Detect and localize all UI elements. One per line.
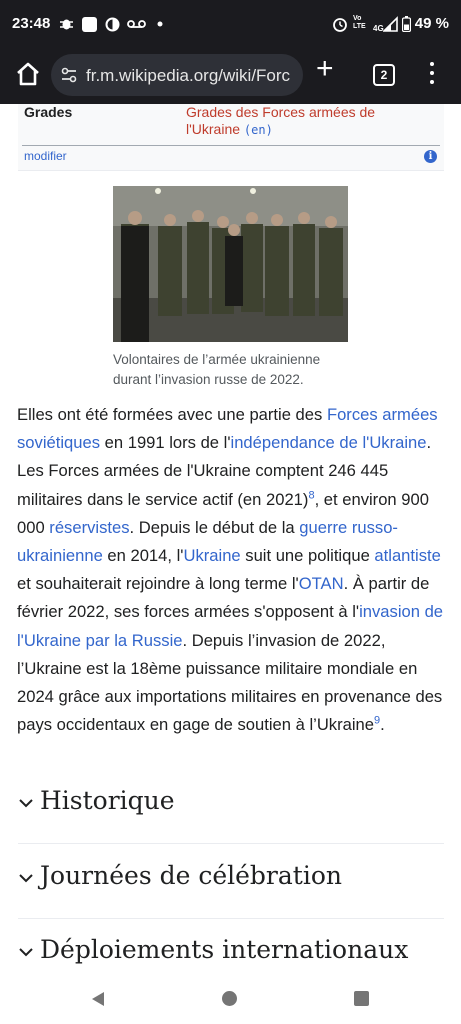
link-reservistes[interactable]: réservistes bbox=[49, 517, 130, 537]
para-text: Elles ont été formées avec une partie des bbox=[17, 405, 327, 424]
voicemail-icon bbox=[127, 19, 146, 29]
more-menu-icon[interactable] bbox=[428, 62, 436, 88]
status-time: 23:48 bbox=[12, 15, 51, 32]
link-invasion-ukraine[interactable]: invasion de l'Ukraine par la Russie bbox=[17, 602, 444, 650]
infobox-label: Grades bbox=[24, 104, 73, 120]
chevron-down-icon bbox=[18, 872, 34, 884]
infobox bbox=[18, 104, 444, 171]
article-photo[interactable] bbox=[113, 186, 348, 342]
section-deploiements-internationaux[interactable] bbox=[0, 919, 461, 984]
new-tab-icon[interactable]: + bbox=[316, 52, 334, 85]
para-text: . bbox=[380, 715, 385, 735]
para-text: . Depuis l’invasion de 2022, l’Ukraine est la 18ème puissance militaire mondiale en 2024 grâce aux importations militaires en provenance des pays occidentaux en gage de soutien à l’Ukraine bbox=[17, 630, 443, 735]
battery-percent: 49 % bbox=[414, 15, 449, 32]
address-bar[interactable] bbox=[51, 54, 303, 96]
para-text: suit une politique bbox=[240, 546, 375, 566]
4g-signal-icon bbox=[383, 16, 398, 32]
site-settings-icon[interactable] bbox=[59, 65, 79, 85]
battery-icon bbox=[402, 16, 411, 32]
info-icon[interactable]: i bbox=[424, 150, 437, 163]
section-historique[interactable] bbox=[0, 770, 461, 844]
home-icon[interactable] bbox=[12, 58, 44, 90]
url-text[interactable]: fr.m.wikipedia.org/wiki/Forc bbox=[86, 66, 291, 85]
half-moon-icon bbox=[105, 17, 120, 32]
para-text: . Les Forces armées de l'Ukraine comptent 246 445 militaires dans le service actif (en 2021) bbox=[17, 433, 432, 509]
tab-switcher-button[interactable]: 2 bbox=[373, 64, 395, 86]
back-icon[interactable] bbox=[89, 990, 107, 1008]
network-label: 4G bbox=[373, 24, 384, 33]
para-text: . À partir de février 2022, ses forces armées s'opposent à l' bbox=[17, 574, 430, 622]
photo-caption: Volontaires de l’armée ukrainienne durant l’invasion russe de 2022. bbox=[113, 352, 321, 387]
volte-icon: Vo LTE bbox=[353, 15, 366, 30]
para-text: , et environ 900 000 bbox=[17, 489, 429, 537]
chevron-down-icon bbox=[18, 946, 34, 958]
article-content bbox=[0, 104, 461, 984]
infobox-lang-link[interactable]: (en) bbox=[243, 123, 273, 137]
section-journees-de-celebration[interactable] bbox=[0, 845, 461, 919]
chevron-down-icon bbox=[18, 797, 34, 809]
status-bar bbox=[0, 0, 461, 46]
section-title: Historique bbox=[40, 786, 175, 815]
link-atlantiste[interactable]: atlantiste bbox=[374, 546, 441, 566]
alarm-icon bbox=[332, 16, 348, 32]
link-forces-armees-sovietiques[interactable]: Forces armées soviétiques bbox=[17, 405, 438, 453]
link-independance-ukraine[interactable]: indépendance de l'Ukraine bbox=[230, 433, 427, 453]
para-text: . Depuis le début de la bbox=[129, 517, 300, 537]
bug-icon bbox=[59, 16, 74, 31]
para-text: en 1991 lors de l' bbox=[100, 433, 231, 453]
footnote-link-8[interactable]: 8 bbox=[308, 489, 315, 502]
link-ukraine[interactable]: Ukraine bbox=[183, 546, 241, 566]
system-nav-bar bbox=[0, 984, 461, 1024]
infobox-value-link[interactable] bbox=[186, 104, 406, 139]
infobox-divider bbox=[22, 145, 440, 146]
link-guerre-russo-ukrainienne[interactable]: guerre russo-ukrainienne bbox=[17, 517, 398, 566]
section-divider bbox=[18, 843, 444, 844]
dot-icon bbox=[157, 21, 163, 27]
section-title: Déploiements internationaux bbox=[40, 935, 409, 964]
para-text: et souhaiterait rejoindre à long terme l' bbox=[17, 574, 299, 594]
article-paragraph bbox=[17, 401, 447, 739]
edit-link[interactable]: modifier bbox=[24, 149, 67, 163]
recent-apps-icon[interactable] bbox=[354, 991, 369, 1006]
browser-toolbar bbox=[0, 46, 461, 104]
section-title: Journées de célébration bbox=[40, 861, 342, 890]
footnote-link-9[interactable]: 9 bbox=[374, 714, 381, 727]
home-button-icon[interactable] bbox=[222, 991, 237, 1006]
link-otan[interactable]: OTAN bbox=[298, 574, 344, 594]
para-text: en 2014, l' bbox=[102, 546, 184, 566]
square-icon bbox=[82, 17, 97, 32]
infobox-redlink[interactable]: Grades des Forces armées de l'Ukraine bbox=[186, 104, 376, 137]
